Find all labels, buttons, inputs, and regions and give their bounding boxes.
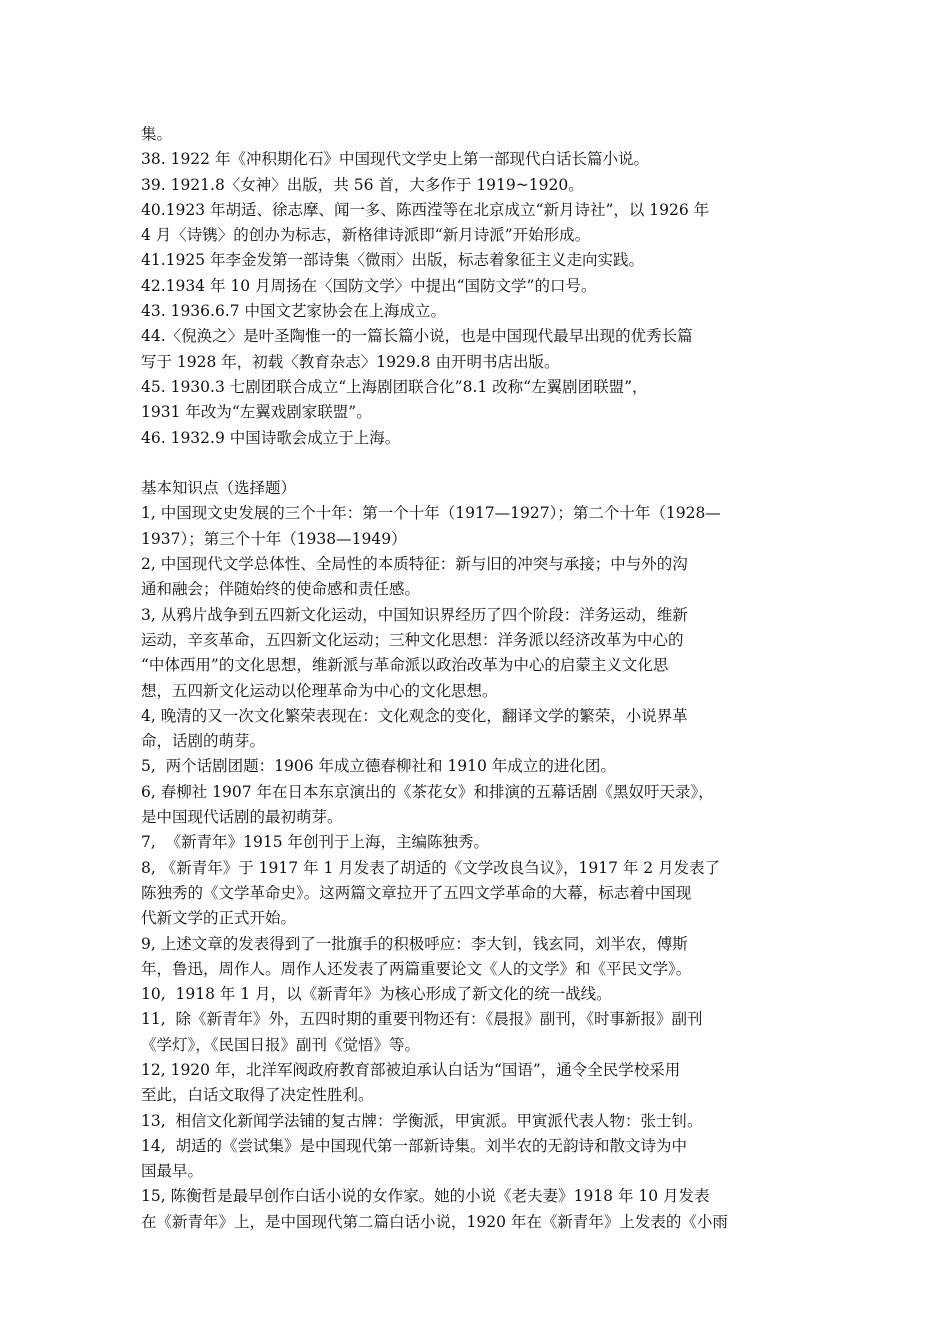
text-line: 在《新青年》上，是中国现代第二篇白话小说，1920 年在《新青年》上发表的《小雨 [141,1212,728,1231]
text-line: 14, 胡适的《尝试集》是中国现代第一部新诗集。刘半农的无韵诗和散文诗为中 [141,1136,688,1155]
text-line: 代新文学的正式开始。 [141,909,297,928]
text-line: 是中国现代话剧的最初萌芽。 [141,808,343,827]
text-line: 11, 除《新青年》外，五四时期的重要刊物还有：《晨报》副刊，《时事新报》副刊 [141,1010,703,1029]
text-line: 15, 陈衡哲是最早创作白话小说的女作家。她的小说《老夫妻》1918 年 10 月发表 [141,1187,710,1206]
text-line: 1937）；第三个十年（1938—1949） [141,529,407,548]
text-line: 4, 晚清的又一次文化繁荣表现在：文化观念的变化，翻译文学的繁荣，小说界革 [141,706,688,725]
text-line: 《学灯》，《民国日报》副刊《觉悟》等。 [141,1035,421,1054]
text-line: 39. 1921.8〈女神〉出版，共 56 首，大多作于 1919~1920。 [141,175,584,194]
text-line: 写于 1928 年，初载〈教育杂志〉1929.8 由开明书店出版。 [141,352,560,371]
text-line: 7, 《新青年》1915 年创刊于上海，主编陈独秀。 [141,833,490,852]
text-line: 陈独秀的《文学革命史》。这两篇文章拉开了五四文学革命的大幕，标志着中国现 [141,883,692,902]
text-line: 想，五四新文化运动以伦理革命为中心的文化思想。 [141,681,498,700]
section-heading: 基本知识点（选择题） [141,479,297,498]
text-line: 通和融会；伴随始终的使命感和责任感。 [141,580,421,599]
text-line: 至此，白话文取得了决定性胜利。 [141,1086,374,1105]
text-line: 1, 中国现文史发展的三个十年：第一个十年（1917—1927）；第二个十年（1928— [141,504,721,523]
text-line: 8, 《新青年》于 1917 年 1 月发表了胡适的《文学改良刍议》，1917 年 2 月发表了 [141,858,721,877]
text-line: 命，话剧的萌芽。 [141,732,266,751]
text-line: 10, 1918 年 1 月，以《新青年》为核心形成了新文化的统一战线。 [141,985,612,1004]
text-line: 运动，辛亥革命，五四新文化运动；三种文化思想：洋务派以经济改革为中心的 [141,630,684,649]
text-line: 1931 年改为“左翼戏剧家联盟”。 [141,403,372,422]
text-line: 年，鲁迅，周作人。周作人还发表了两篇重要论文《人的文学》和《平民文学》。 [141,959,692,978]
text-line: 45. 1930.3 七剧团联合成立“上海剧团联合化”8.1 改称“左翼剧团联盟”， [141,377,648,396]
text-line: 4 月〈诗镌〉的创办为标志，新格律诗派即“新月诗派”开始形成。 [141,226,591,245]
text-line: 2, 中国现代文学总体性、全局性的本质特征：新与旧的冲突与承接；中与外的沟 [141,555,688,574]
text-line: 46. 1932.9 中国诗歌会成立于上海。 [141,428,401,447]
text-line: 41.1925 年李金发第一部诗集〈微雨〉出版，标志着象征主义走向实践。 [141,251,645,270]
blank-line [141,451,821,476]
text-line: 13, 相信文化新闻学法铺的复古牌：学衡派，甲寅派。甲寅派代表人物：张士钊。 [141,1111,703,1130]
text-line: 40.1923 年胡适、徐志摩、闻一多、陈西滢等在北京成立“新月诗社”，以 1926 年 [141,200,710,219]
text-line: “中体西用”的文化思想，维新派与革命派以政治改革为中心的启蒙主义文化思 [141,656,669,675]
text-line: 12, 1920 年，北洋军阀政府教育部被迫承认白话为“国语”，通令全民学校采用 [141,1060,681,1079]
text-line: 国最早。 [141,1162,204,1181]
text-line: 43. 1936.6.7 中国文艺家协会在上海成立。 [141,302,447,321]
text-line: 6, 春柳社 1907 年在日本东京演出的《茶花女》和排演的五幕话剧《黑奴吁天录》， [141,782,714,801]
document-page [141,122,821,1235]
text-line: 42.1934 年 10 月周扬在〈国防文学〉中提出“国防文学”的口号。 [141,276,597,295]
text-line: 38. 1922 年《冲积期化石》中国现代文学史上第一部现代白话长篇小说。 [141,150,649,169]
text-line: 44.〈倪涣之〉是叶圣陶惟一的一篇长篇小说，也是中国现代最早出现的优秀长篇 [141,327,693,346]
text-line: 3, 从鸦片战争到五四新文化运动，中国知识界经历了四个阶段：洋务运动，维新 [141,605,688,624]
text-line: 9, 上述文章的发表得到了一批旗手的积极呼应：李大钊，钱玄同，刘半农，傅斯 [141,934,688,953]
text-line: 5, 两个话剧团题：1906 年成立德春柳社和 1910 年成立的进化团。 [141,757,616,776]
text-line: 集。 [141,125,173,143]
